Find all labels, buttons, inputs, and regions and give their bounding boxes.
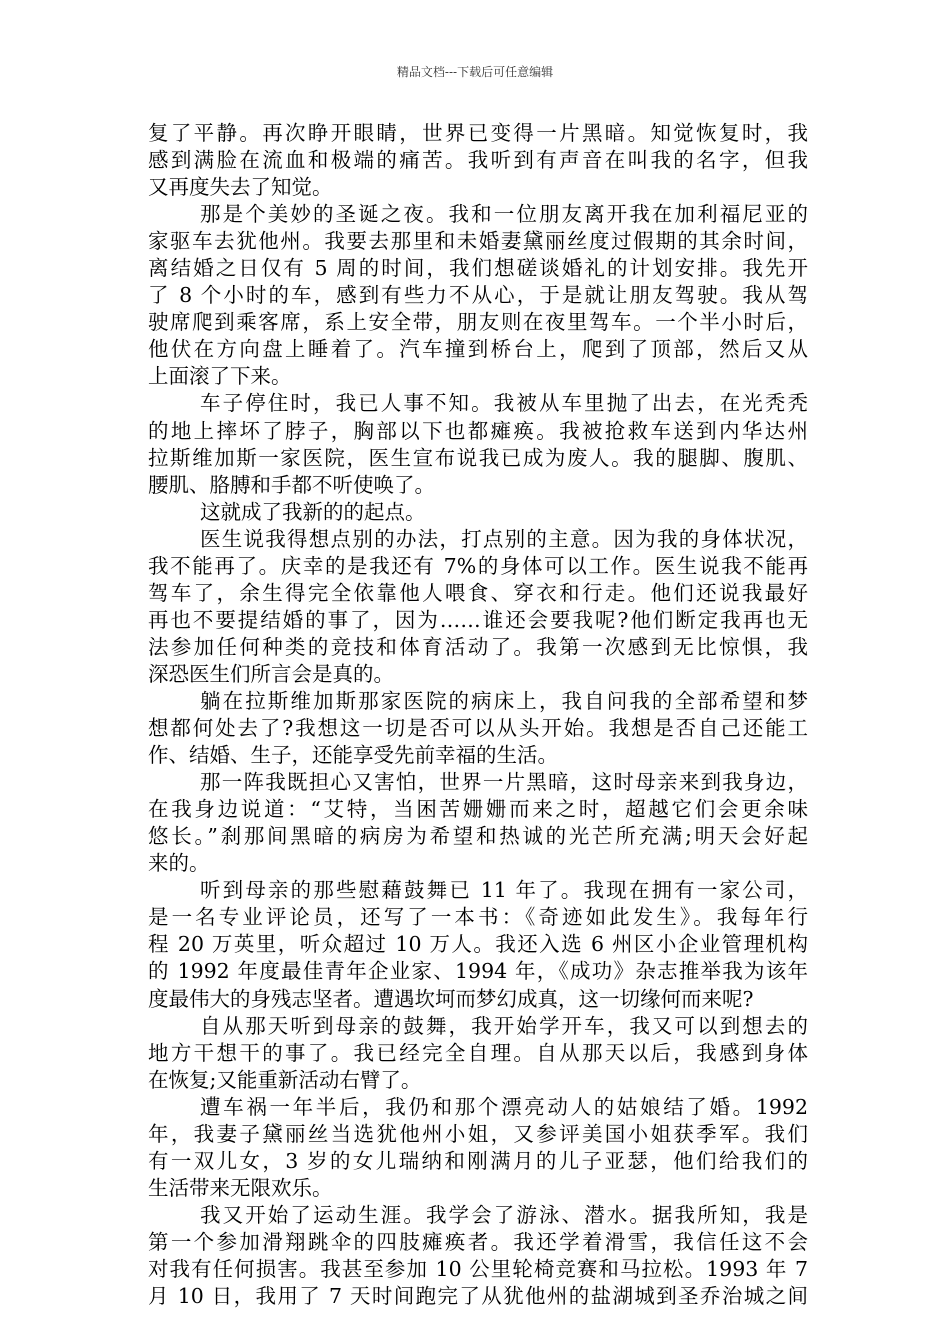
text-line: 那一阵我既担心又害怕，世界一片黑暗，这时母亲来到我身边， [200, 770, 808, 795]
text-line: 了 8 个小时的车，感到有些力不从心，于是就让朋友驾驶。我从驾 [148, 283, 808, 308]
text-line: 他伏在方向盘上睡着了。汽车撞到桥台上，爬到了顶部，然后又从 [148, 337, 808, 362]
text-line: 法参加任何种类的竞技和体育活动了。我第一次感到无比惊惧，我 [148, 634, 808, 659]
text-line: 医生说我得想点别的办法，打点别的主意。因为我的身体状况， [200, 526, 808, 551]
text-line: 度最伟大的身残志坚者。遭遇坎坷而梦幻成真，这一切缘何而来呢? [148, 986, 754, 1011]
text-line: 有一双儿女，3 岁的女儿瑞纳和刚满月的儿子亚瑟，他们给我们的 [148, 1148, 808, 1173]
text-line: 的 1992 年度最佳青年企业家、1994 年，《成功》杂志推举我为该年 [148, 959, 808, 984]
text-line: 是一名专业评论员，还写了一本书：《奇迹如此发生》。我每年行 [148, 905, 808, 930]
text-line: 听到母亲的那些慰藉鼓舞已 11 年了。我现在拥有一家公司， [200, 878, 808, 903]
text-line: 作、结婚、生子，还能享受先前幸福的生活。 [148, 743, 558, 768]
text-line: 腰肌、胳膊和手都不听使唤了。 [148, 472, 435, 497]
text-line: 复了平静。再次睁开眼睛，世界已变得一片黑暗。知觉恢复时，我 [148, 121, 808, 145]
text-line: 年，我妻子黛丽丝当选犹他州小姐，又参评美国小姐获季军。我们 [148, 1121, 808, 1146]
text-line: 车子停住时，我已人事不知。我被从车里抛了出去，在光秃秃 [200, 391, 808, 416]
paragraph [148, 877, 808, 1012]
paragraph [148, 526, 808, 688]
text-line: 在我身边说道：“艾特，当困苦姗姗而来之时，超越它们会更余味 [148, 797, 808, 822]
text-line: 我不能再了。庆幸的是我还有 7%的身体可以工作。医生说我不能再 [148, 553, 808, 578]
text-line: 那是个美妙的圣诞之夜。我和一位朋友离开我在加利福尼亚的 [200, 202, 808, 227]
document-body [148, 120, 808, 1310]
text-line: 驶席爬到乘客席，系上安全带，朋友则在夜里驾车。一个半小时后， [148, 310, 808, 335]
text-line: 地方干想干的事了。我已经完全自理。自从那天以后，我感到身体 [148, 1040, 808, 1065]
paragraph [148, 688, 808, 769]
text-line: 又再度失去了知觉。 [148, 175, 333, 200]
text-line: 这就成了我新的的起点。 [200, 499, 426, 524]
text-line: 悠长。”刹那间黑暗的病房为希望和热诚的光芒所充满;明天会好起 [148, 824, 808, 849]
text-line: 离结婚之日仅有 5 周的时间，我们想磋谈婚礼的计划安排。我先开 [148, 256, 808, 281]
text-line: 想都何处去了?我想这一切是否可以从头开始。我想是否自己还能工 [148, 716, 808, 741]
paragraph [148, 201, 808, 390]
text-line: 生活带来无限欢乐。 [148, 1175, 333, 1200]
page-header: 精品文档---下载后可任意编辑 [396, 65, 554, 79]
text-line: 月 10 日，我用了 7 天时间跑完了从犹他州的盐湖城到圣乔治城之间 [148, 1284, 808, 1309]
text-line: 上面滚了下来。 [148, 364, 292, 389]
text-line: 我又开始了运动生涯。我学会了游泳、潜水。据我所知，我是 [200, 1202, 808, 1227]
text-line: 深恐医生们所言会是真的。 [148, 661, 394, 686]
text-line: 再也不要提结婚的事了，因为……谁还会要我呢?他们断定我再也无 [148, 607, 808, 632]
paragraph [148, 769, 808, 877]
text-line: 的地上摔坏了脖子，胸部以下也都瘫痪。我被抢救车送到内华达州 [148, 418, 808, 443]
text-line: 第一个参加滑翔跳伞的四肢瘫痪者。我还学着滑雪，我信任这不会 [148, 1229, 808, 1254]
paragraph [148, 1094, 808, 1202]
text-line: 拉斯维加斯一家医院，医生宣布说我已成为废人。我的腿脚、腹肌、 [148, 445, 808, 470]
paragraph [148, 120, 808, 201]
paragraph [148, 1013, 808, 1094]
text-line: 对我有任何损害。我甚至参加 10 公里轮椅竞赛和马拉松。1993 年 7 [148, 1256, 808, 1281]
paragraph [148, 1202, 808, 1310]
paragraph [148, 390, 808, 498]
text-line: 在恢复;又能重新活动右臂了。 [148, 1067, 422, 1092]
text-line: 驾车了，余生得完全依靠他人喂食、穿衣和行走。他们还说我最好 [148, 580, 808, 605]
text-line: 躺在拉斯维加斯那家医院的病床上，我自问我的全部希望和梦 [200, 688, 808, 713]
text-line: 感到满脸在流血和极端的痛苦。我听到有声音在叫我的名字，但我 [148, 148, 808, 173]
paragraph [148, 499, 808, 526]
text-line: 遭车祸一年半后，我仍和那个漂亮动人的姑娘结了婚。1992 [200, 1094, 808, 1119]
text-line: 家驱车去犹他州。我要去那里和未婚妻黛丽丝度过假期的其余时间， [148, 229, 808, 254]
text-line: 自从那天听到母亲的鼓舞，我开始学开车，我又可以到想去的 [200, 1013, 808, 1038]
text-line: 程 20 万英里，听众超过 10 万人。我还入选 6 州区小企业管理机构 [148, 932, 808, 957]
text-line: 来的。 [148, 851, 210, 876]
